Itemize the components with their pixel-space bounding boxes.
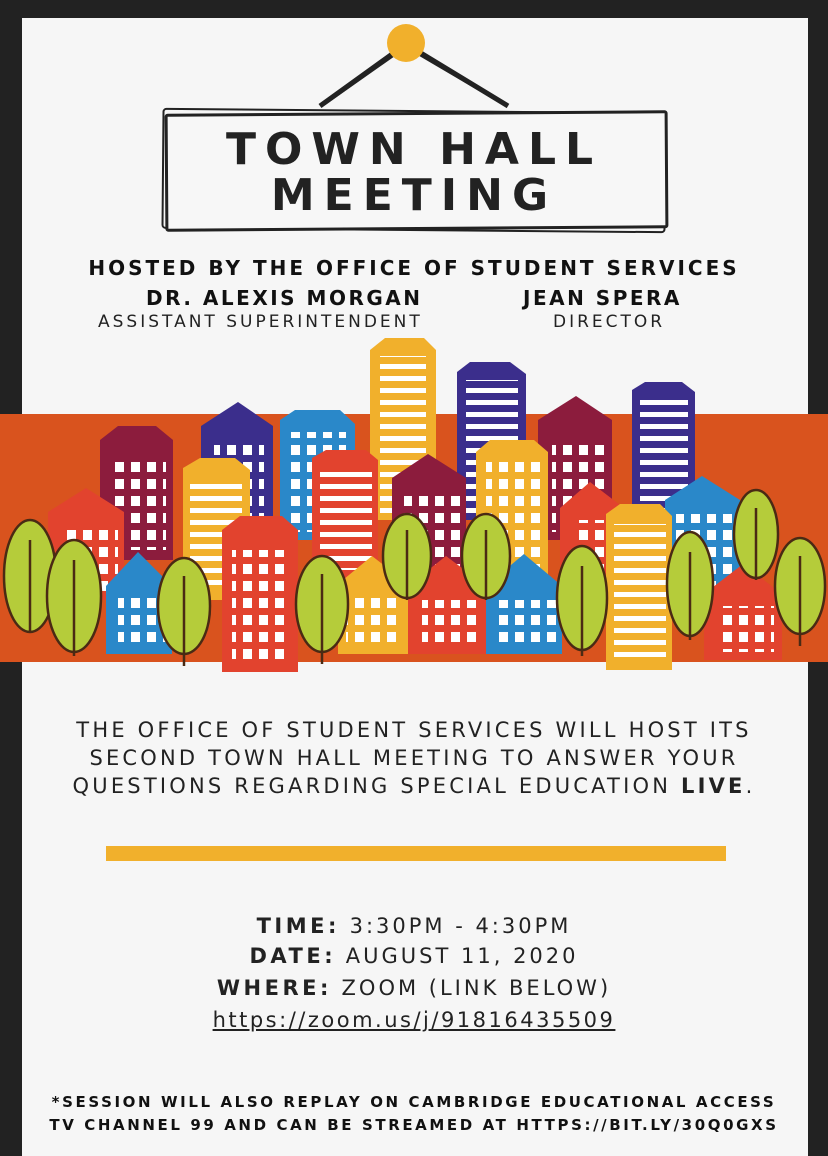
date-row xyxy=(0,944,828,968)
host-2-name: JEAN SPERA xyxy=(523,286,682,310)
time-value: 3:30PM - 4:30PM xyxy=(349,914,572,938)
host-1-role: ASSISTANT SUPERINTENDENT xyxy=(98,312,423,332)
description-live: LIVE xyxy=(681,774,746,798)
time-label: TIME: xyxy=(256,914,340,938)
pin-icon xyxy=(387,24,425,62)
hosted-by: HOSTED BY THE OFFICE OF STUDENT SERVICES xyxy=(88,256,740,280)
footer-line-2: TV CHANNEL 99 AND CAN BE STREAMED AT HTTPS://BIT.LY/30Q0GXS xyxy=(49,1116,779,1134)
description-period: . xyxy=(745,774,756,798)
title-line-1: TOWN HALL xyxy=(225,124,603,175)
footer-line-1: *SESSION WILL ALSO REPLAY ON CAMBRIDGE EDUCATIONAL ACCESS xyxy=(51,1093,777,1111)
host-1-name: DR. ALEXIS MORGAN xyxy=(146,286,423,310)
where-row xyxy=(0,976,828,1000)
description-line-3-text: QUESTIONS REGARDING SPECIAL EDUCATION xyxy=(72,774,681,798)
time-row xyxy=(0,914,828,938)
date-value: AUGUST 11, 2020 xyxy=(345,944,579,968)
description-line-3 xyxy=(0,772,828,800)
description-line-2: SECOND TOWN HALL MEETING TO ANSWER YOUR xyxy=(89,746,739,770)
city-skyline-icon xyxy=(0,330,828,680)
description-line-1: THE OFFICE OF STUDENT SERVICES WILL HOST ITS xyxy=(76,718,752,742)
host-2-role: DIRECTOR xyxy=(553,312,666,332)
date-label: DATE: xyxy=(249,944,337,968)
where-label: WHERE: xyxy=(216,976,332,1000)
zoom-link[interactable]: https://zoom.us/j/91816435509 xyxy=(212,1008,616,1032)
where-value: ZOOM (LINK BELOW) xyxy=(341,976,612,1000)
divider xyxy=(106,846,726,861)
sign-hanger-icon xyxy=(0,0,828,120)
title-line-2: MEETING xyxy=(270,170,558,221)
